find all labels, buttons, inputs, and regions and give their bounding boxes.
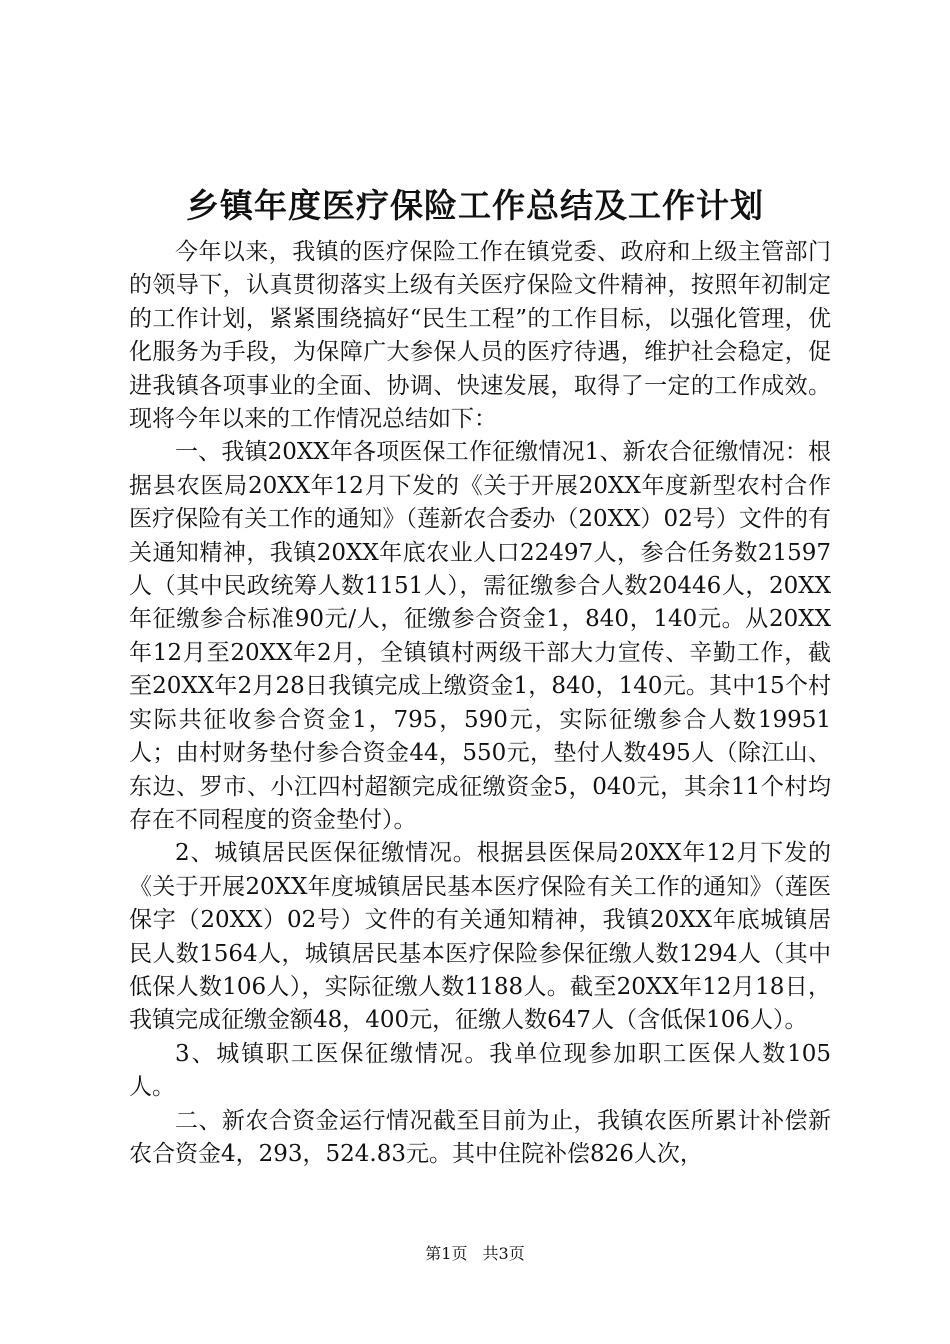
paragraph-urban-workers: 3、城镇职工医保征缴情况。我单位现参加职工医保人数105人。 <box>129 1040 831 1101</box>
page-total: 共3页 <box>482 1244 525 1263</box>
paragraph-section-1: 一、我镇20XX年各项医保工作征缴情况1、新农合征缴情况：根据县农医局20XX年12月下发的《关于开展20XX年度新型农村合作医疗保险有关工作的通知》（莲新农合委办（20XX）02号）文件的有关通知精神，我镇20XX年底农业人口22497人，参合任务数21597人（其中民政统筹人数1151人），需征缴参合人数20446人，20XX年征缴参合标准90元/人，征缴参合资金1，840，140元。从20XX年12月至20XX年2月，全镇镇村两级干部大力宣传、辛勤工作，截至20XX年2月28日我镇完成上缴资金1，840，140元。其中15个村实际共征收参合资金1，795，590元，实际征缴参合人数19951人；由村财务垫付参合资金44，550元，垫付人数495人（除江山、东边、罗市、小江四村超额完成征缴资金5，040元，其余11个村均存在不同程度的资金垫付）。 <box>129 439 831 833</box>
document-title: 乡镇年度医疗保险工作总结及工作计划 <box>186 186 764 225</box>
page-footer <box>0 1244 950 1264</box>
document-body <box>129 236 831 1171</box>
paragraph-intro: 今年以来，我镇的医疗保险工作在镇党委、政府和上级主管部门的领导下，认真贯彻落实上级有关医疗保险文件精神，按照年初制定的工作计划，紧紧围绕搞好“民生工程”的工作目标，以强化管理，优化服务为手段，为保障广大参保人员的医疗待遇，维护社会稳定，促进我镇各项事业的全面、协调、快速发展，取得了一定的工作成效。现将今年以来的工作情况总结如下： <box>129 239 831 433</box>
paragraph-urban-residents: 2、城镇居民医保征缴情况。根据县医保局20XX年12月下发的《关于开展20XX年度城镇居民基本医疗保险有关工作的通知》（莲医保字（20XX）02号）文件的有关通知精神，我镇20XX年底城镇居民人数1564人，城镇居民基本医疗保险参保征缴人数1294人（其中低保人数106人），实际征缴人数1188人。截至20XX年12月18日，我镇完成征缴金额48，400元，征缴人数647人（含低保106人）。 <box>129 840 831 1034</box>
paragraph-section-2: 二、新农合资金运行情况截至目前为止，我镇农医所累计补偿新农合资金4，293，524.83元。其中住院补偿826人次， <box>129 1107 831 1167</box>
page-number: 第1页 <box>425 1244 468 1263</box>
